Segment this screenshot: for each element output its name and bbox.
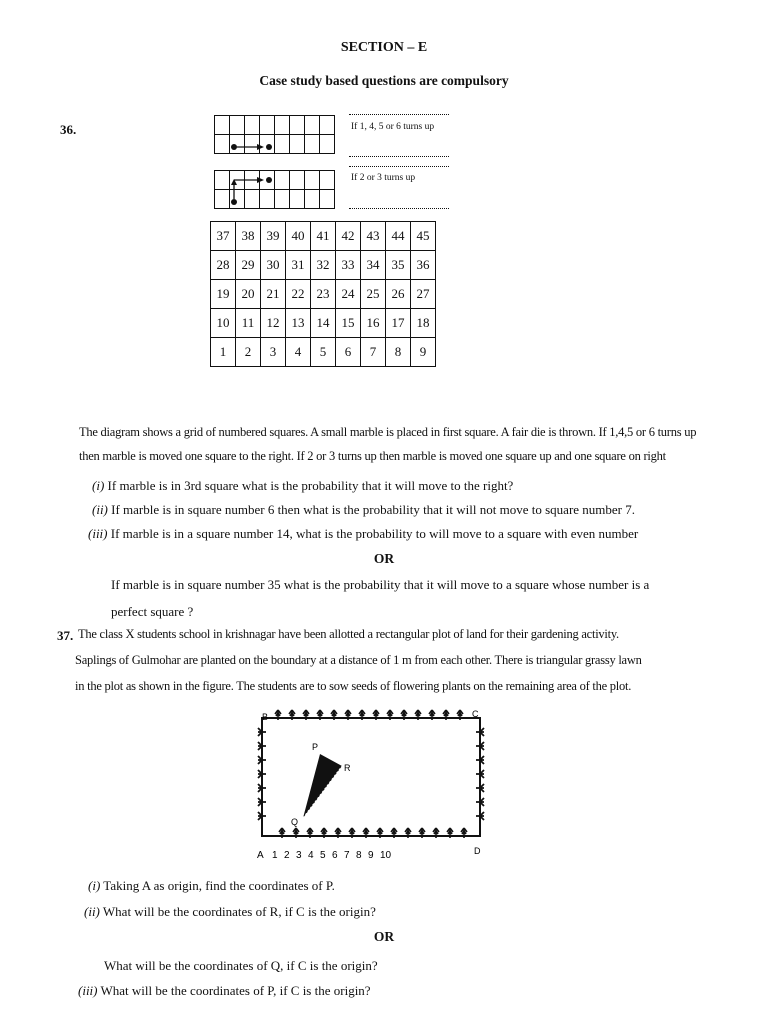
grid-cell: 9	[411, 338, 436, 367]
grid-cell: 16	[361, 309, 386, 338]
grid-cell: 20	[236, 280, 261, 309]
dotted-line	[349, 166, 449, 167]
grid-cell: 37	[211, 222, 236, 251]
grid-cell: 4	[286, 338, 311, 367]
grid-cell: 2	[236, 338, 261, 367]
grid-row	[211, 280, 436, 309]
item-roman: (i)	[88, 878, 101, 893]
plot-diagram	[248, 700, 498, 860]
dotted-line	[349, 114, 449, 115]
point-q-label: Q	[291, 817, 299, 827]
x-tick: 1	[272, 850, 278, 860]
grid-cell: 14	[311, 309, 336, 338]
x-tick: 6	[332, 850, 338, 860]
grid-cell: 21	[261, 280, 286, 309]
grid-cell: 28	[211, 251, 236, 280]
move-diagonal-label: If 2 or 3 turns up	[351, 173, 416, 183]
grid-cell: 27	[411, 280, 436, 309]
q37-or: OR	[373, 929, 395, 944]
grid-cell: 44	[386, 222, 411, 251]
grid-row	[211, 309, 436, 338]
dotted-line	[349, 208, 449, 209]
grid-row	[211, 222, 436, 251]
grid-cell: 26	[386, 280, 411, 309]
grid-cell: 8	[386, 338, 411, 367]
move-diagonal-grid	[214, 170, 335, 209]
item-text: What will be the coordinates of P, if C is the origin?	[100, 983, 371, 998]
item-roman: (i)	[92, 478, 105, 493]
item-text: What will be the coordinates of R, if C is the origin?	[102, 904, 376, 919]
grid-cell: 35	[386, 251, 411, 280]
dotted-line	[349, 156, 449, 157]
grid-cell: 11	[236, 309, 261, 338]
grid-cell: 45	[411, 222, 436, 251]
item-roman: (iii)	[78, 983, 98, 998]
x-tick: 9	[368, 850, 374, 860]
grid-cell: 22	[286, 280, 311, 309]
triangle-lawn	[303, 754, 342, 818]
grid-cell: 25	[361, 280, 386, 309]
plot-figure	[248, 700, 498, 860]
grid-cell: 23	[311, 280, 336, 309]
item-text: If marble is in 3rd square what is the probability that it will move to the right?	[107, 478, 514, 493]
x-tick: 8	[356, 850, 362, 860]
grid-cell: 12	[261, 309, 286, 338]
q36-item-1	[92, 478, 513, 494]
grid-cell: 6	[336, 338, 361, 367]
grid-cell: 7	[361, 338, 386, 367]
grid-cell: 38	[236, 222, 261, 251]
grid-cell: 3	[261, 338, 286, 367]
grid-cell: 43	[361, 222, 386, 251]
grid-cell: 5	[311, 338, 336, 367]
x-tick: 2	[284, 850, 290, 860]
q36-intro-line-1: The diagram shows a grid of numbered squares. A small marble is placed in first square. A fair die is thrown. If 1,4,5 or 6 turns up	[79, 425, 697, 439]
q36-alt-line-2: perfect square ?	[111, 604, 194, 619]
q37-line-2: Saplings of Gulmohar are planted on the boundary at a distance of 1 m from each other. There is triangular grassy lawn	[75, 653, 642, 667]
section-title: SECTION – E	[340, 40, 428, 55]
corner-a-label: A	[257, 850, 264, 860]
grid-cell: 32	[311, 251, 336, 280]
item-text: If marble is in square number 6 then what is the probability that it will not move to square number 7.	[111, 502, 635, 517]
grid-cell: 42	[336, 222, 361, 251]
grid-cell: 29	[236, 251, 261, 280]
move-right-arrow-icon	[214, 115, 354, 159]
grid-cell: 39	[261, 222, 286, 251]
numbered-grid	[210, 221, 436, 367]
grid-cell: 17	[386, 309, 411, 338]
grid-cell: 24	[336, 280, 361, 309]
corner-d-label: D	[474, 846, 481, 856]
grid-cell: 15	[336, 309, 361, 338]
q36-intro-line-2: then marble is moved one square to the right. If 2 or 3 turns up then marble is moved one square up and one square on right	[79, 449, 666, 463]
grid-cell: 19	[211, 280, 236, 309]
move-right-grid	[214, 115, 335, 154]
q37-item-2	[84, 904, 376, 920]
item-roman: (ii)	[92, 502, 108, 517]
x-tick: 10	[380, 850, 392, 860]
grid-cell: 30	[261, 251, 286, 280]
item-text: If marble is in a square number 14, what is the probability to will move to a square with even number	[110, 526, 639, 541]
corner-c-label: C	[472, 709, 479, 719]
section-subtitle: Case study based questions are compulsory	[259, 73, 509, 88]
question-37-number: 37.	[57, 628, 74, 643]
x-tick: 7	[344, 850, 350, 860]
q36-item-2	[92, 502, 635, 518]
question-36-number: 36.	[60, 122, 77, 137]
grid-cell: 41	[311, 222, 336, 251]
move-right-label: If 1, 4, 5 or 6 turns up	[351, 122, 435, 132]
item-roman: (iii)	[88, 526, 108, 541]
q36-alt-line-1: If marble is in square number 35 what is the probability that it will move to a square whose number is a	[111, 577, 650, 592]
grid-row	[211, 251, 436, 280]
item-roman: (ii)	[84, 904, 100, 919]
x-tick: 4	[308, 850, 314, 860]
grid-cell: 40	[286, 222, 311, 251]
x-axis-ticks	[272, 850, 392, 860]
item-text: Taking A as origin, find the coordinates of P.	[103, 878, 335, 893]
q36-item-3	[88, 526, 638, 542]
q37-item-1	[88, 878, 335, 894]
x-tick: 3	[296, 850, 302, 860]
q36-or: OR	[373, 551, 395, 566]
grid-cell: 31	[286, 251, 311, 280]
q37-line-1: The class X students school in krishnagar have been allotted a rectangular plot of land for their gardening activity.	[78, 627, 619, 641]
q37-line-3: in the plot as shown in the figure. The students are to sow seeds of flowering plants on the remaining area of the plot.	[75, 679, 632, 693]
corner-b-label: B	[262, 712, 269, 722]
grid-cell: 34	[361, 251, 386, 280]
grid-cell: 36	[411, 251, 436, 280]
point-r-label: R	[344, 763, 351, 773]
grid-row	[211, 338, 436, 367]
grid-cell: 10	[211, 309, 236, 338]
point-p-label: P	[312, 742, 319, 752]
move-diagonal-arrow-icon	[214, 170, 354, 214]
grid-cell: 18	[411, 309, 436, 338]
q37-alt: What will be the coordinates of Q, if C is the origin?	[104, 958, 378, 973]
x-tick: 5	[320, 850, 326, 860]
q37-item-3	[78, 983, 371, 999]
grid-cell: 1	[211, 338, 236, 367]
grid-cell: 13	[286, 309, 311, 338]
grid-cell: 33	[336, 251, 361, 280]
